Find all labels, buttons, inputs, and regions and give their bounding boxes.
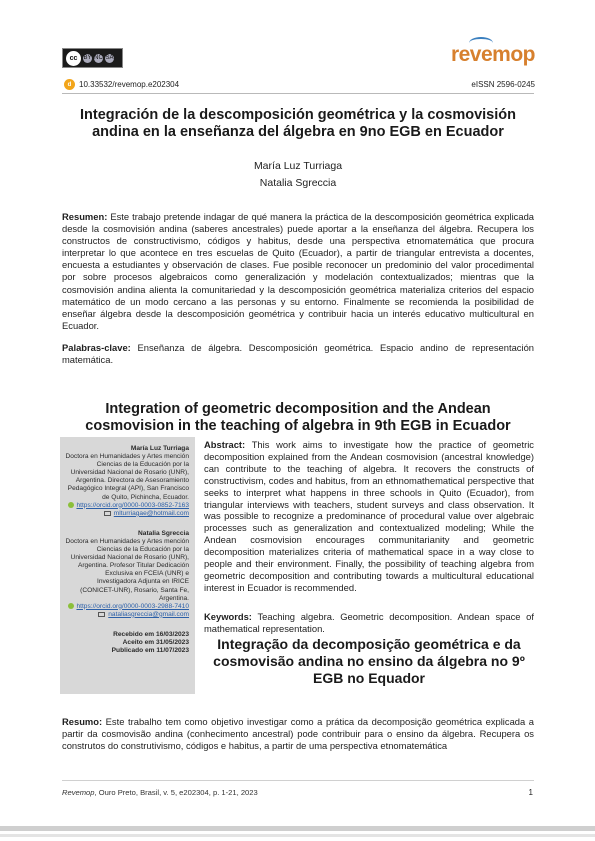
author2-orcid-link[interactable]: https://orcid.org/0000-0003-2988-7410 [76,602,189,610]
nc-icon: NC [94,55,103,61]
author-info-sidebar [60,437,195,694]
sidebar-author2-bio: Doctora en Humanidades y Artes mención Ciencias de la Educación por la Universidad Nacional de Rosario (UNR), Argentina. Profesor Titular Dedicación Exclusiva en FCEIA (UNR) e Investigadora Adjunta en IRICE (CONICET-UNR), Rosario, Santa Fe, Argentina. [65,537,189,602]
received-date: Recebido em 16/03/2023 [113,630,189,638]
resumen-paragraph: Resumen: Este trabajo pretende indagar de qué manera la práctica de la descomposición geométrica explicada desde la cosmovisión andina (saberes ancestrales) puede aportar a la enseñanza del álgebra. Recupera los constructos de constructivismo, códigos y habitus, desde una perspectiva etnomatemática que procura interpretar lo que acontece en tres escuelas de Quito (Ecuador), a partir de triangular entrevista a docentes, encuesta a estudiantes y observación de clases. Fue posible reconocer un predominio del valor procedimental por sobre procesos algebraicos como generalización y modelación contextualizados; mientras que la cosmovisión andina alienta la comunitariedad y la descomposición geométrica materializa criterios del espacio matemático de un modo cercano a las personas y su entorno. Finalmente se recomienda la posibilidad de enseñar álgebra desde la descomposición geométrica y contribuir hacia un interés educativo multicultural en Ecuador. [62,211,534,331]
email-icon [98,612,105,617]
title-en: Integration of geometric decomposition and the Andean cosmovision in the teaching of algebra in 9th EGB in Ecuador [85,401,511,434]
sidebar-author2-name: Natalia Sgreccia [138,529,189,537]
bottom-band-light [0,834,595,837]
doi-icon: d [64,79,75,90]
logo-arc-icon [469,37,493,49]
by-icon: BY [83,55,92,61]
author1-email-link[interactable]: mlturriagae@hotmail.com [113,509,189,517]
doi-link[interactable]: 10.33532/revemop.e202304 [79,80,180,89]
journal-logo: revemop [451,43,535,67]
page-number: 1 [528,788,533,797]
published-date: Publicado em 11/07/2023 [111,647,189,655]
author1-orcid-link[interactable]: https://orcid.org/0000-0003-0852-7163 [76,501,189,509]
footer-divider [62,780,534,781]
sa-icon: SA [105,55,114,61]
title-es: Integración de la descomposición geométrica y la cosmovisión andina en la enseñanza del álgebra en 9no EGB en Ecuador [80,107,516,140]
orcid-icon [68,502,74,508]
sidebar-author1-name: María Luz Turriaga [130,445,189,452]
email-icon [104,511,111,516]
sidebar-author1-bio: Doctora en Humanidades y Artes mención Ciencias de la Educación por la Universidad Nacional de Rosario (UNR), Argentina. Directora de Asesoramiento Pedagógico Integral (API), San Francisco de Quito, Pichincha, Ecuador. [65,453,189,501]
palabras-clave-paragraph: Palabras-clave: Enseñanza de álgebra. Descomposición geométrica. Espacio andino de representación matemática. [62,342,534,366]
author-1: María Luz Turriaga [253,160,343,172]
doi-row[interactable] [64,79,179,90]
cc-icon: cc [66,51,81,66]
header-divider [62,93,534,94]
author2-email-link[interactable]: nataliasgreccia@gmail.com [108,610,189,618]
author-2: Natalia Sgreccia [259,177,337,189]
accepted-date: Aceito em 31/05/2023 [122,638,189,646]
resumo-paragraph: Resumo: Este trabalho tem como objetivo investigar como a prática da decomposição geométrica explicada a partir da cosmovisão andina (conhecimento ancestral) pode contribuir para o ensino da álgebra. Recupera os construtos do construtivismo, códigos e habitus, a partir de uma perspectiva etnomatemática [62,716,534,752]
orcid-icon [68,603,74,609]
footer-citation: Revemop, Ouro Preto, Brasil, v. 5, e202304, p. 1-21, 2023 [62,788,258,797]
issn: eISSN 2596-0245 [471,80,535,89]
keywords-paragraph: Keywords: Teaching algebra. Geometric decomposition. Andean space of mathematical representation. [204,611,534,634]
title-pt: Integração da decomposição geométrica e da cosmovisão andina no ensino da álgebra no 9º EGB no Equador [213,636,525,686]
cc-license-badge [62,48,123,68]
bottom-band [0,826,595,831]
abstract-paragraph: Abstract: This work aims to investigate how the practice of geometric decomposition explained from the Andean cosmovision (ancestral knowledge) can contribute to the teaching of algebra. It recovers the constructs of constructivism, codes and habitus, from an ethnomathematical perspective that seeks to interpret what happens in three schools in Quito (Ecuador), from triangular interviews with teachers, student surveys and class observation. It was possible to recognize a predominance of procedural value over algebraic processes such as generalization and contextualized modeling; While the Andean cosmovision encourages communitarianity and geometric decomposition materializes criteria of mathematical space in a way close to people and their environment. Finally, the possibility of teaching algebra from geometric decomposition and contributing towards a multicultural educational interest in Ecuador is recommended. [204,439,534,593]
